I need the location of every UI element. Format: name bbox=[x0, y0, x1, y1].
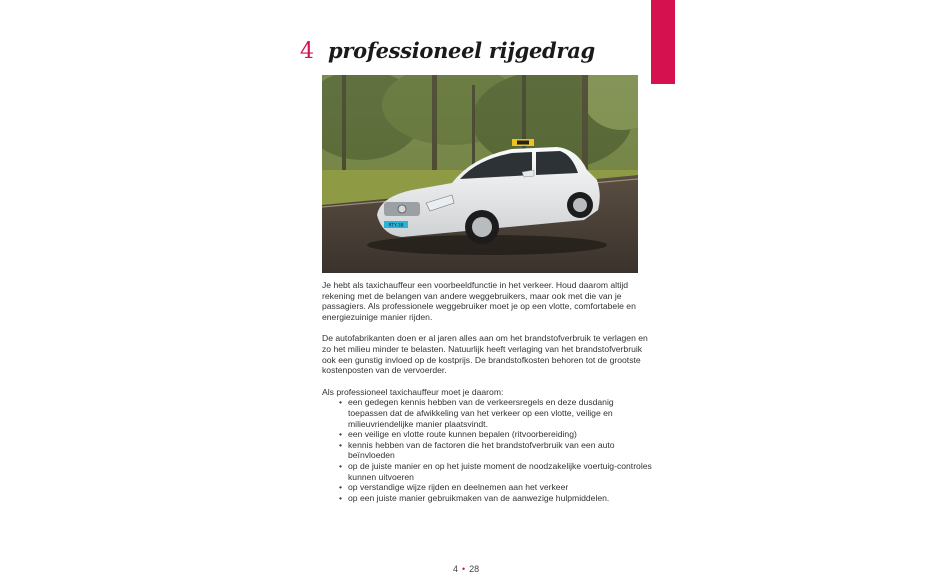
list-item: • een veilige en vlotte route kunnen bepalen (ritvoorbereiding) bbox=[348, 429, 652, 440]
requirements-list bbox=[322, 397, 652, 503]
footer-chapter: 4 bbox=[453, 564, 459, 574]
license-plate-text: RTY-38 bbox=[388, 223, 404, 229]
taxi-photo bbox=[322, 75, 638, 273]
body-text bbox=[322, 280, 652, 503]
paragraph-fuel: De autofabrikanten doen er al jaren alles aan om het brandstofverbruik te verlagen en zo het milieu minder te belasten. Natuurlijk heeft verlaging van het brandstofverbruik ook een gunstig invloed op de kostprijs. De brandstofkosten behoren tot de grootste kostenposten van de vervoerder. bbox=[322, 333, 648, 376]
list-item: • kennis hebben van de factoren die het brandstofverbruik van een auto beïnvloeden bbox=[348, 440, 652, 461]
list-item: • op een juiste manier gebruikmaken van de aanwezige hulpmiddelen. bbox=[348, 493, 652, 504]
footer-separator: • bbox=[462, 564, 466, 574]
list-item: • op de juiste manier en op het juiste moment de noodzakelijke voertuig-controles kunnen uitvoeren bbox=[348, 461, 652, 482]
paragraph-intro: Je hebt als taxichauffeur een voorbeeldfunctie in het verkeer. Houd daarom altijd rekening met de belangen van andere weggebruikers, maar ook met die van je passagiers. Als professionele weggebruiker moet je op een vlotte, comfortabele en energiezuinige manier rijden. bbox=[322, 280, 636, 322]
list-intro: Als professioneel taxichauffeur moet je daarom: bbox=[322, 386, 504, 397]
chapter-heading bbox=[300, 38, 595, 70]
list-item: • een gedegen kennis hebben van de verkeersregels en deze dusdanig toepassen dat de afwikkeling van het verkeer op een vlotte, veilige en milieuvriendelijke manier plaatsvindt. bbox=[348, 397, 652, 429]
page-footer bbox=[453, 564, 479, 574]
list-item: • op verstandige wijze rijden en deelnemen aan het verkeer bbox=[348, 482, 652, 493]
chapter-title: professioneel rijgedrag bbox=[328, 38, 595, 63]
chapter-number: 4 bbox=[300, 39, 314, 64]
chapter-tab-marker bbox=[651, 0, 675, 84]
page-number: 28 bbox=[469, 564, 480, 574]
